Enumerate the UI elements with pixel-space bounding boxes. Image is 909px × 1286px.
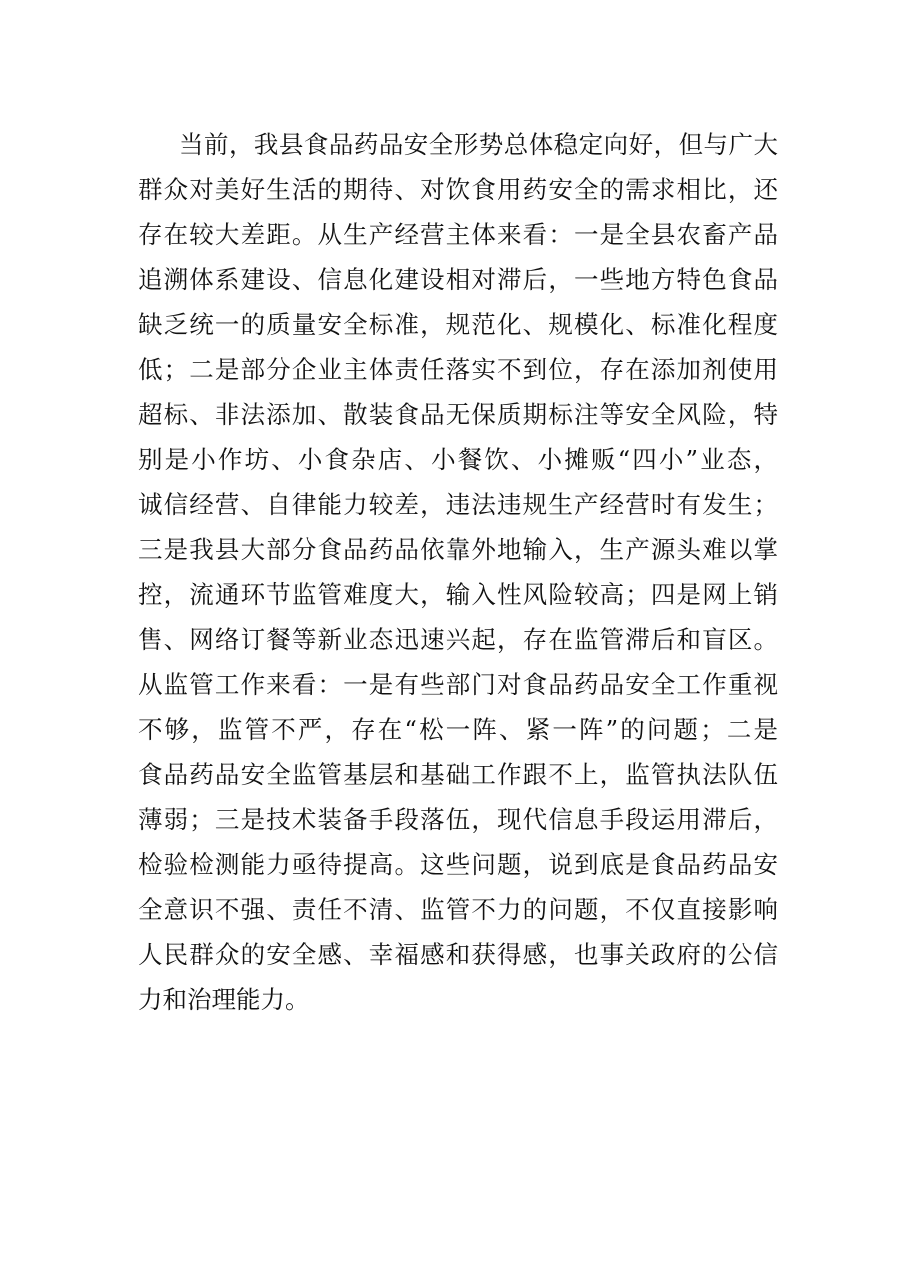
paragraph-line-11: 控，流通环节监管难度大，输入性风险较高；四是网上销 (138, 580, 778, 609)
paragraph-line-15: 食品药品安全监管基层和基础工作跟不上，监管执法队伍 (138, 760, 778, 789)
paragraph-line-17: 检验检测能力亟待提高。这些问题，说到底是食品药品安 (138, 850, 778, 879)
paragraph-line-9: 诚信经营、自律能力较差，违法违规生产经营时有发生； (138, 490, 778, 519)
paragraph-line-1: 当前，我县食品药品安全形势总体稳定向好，但与广大 (179, 130, 778, 159)
paragraph-line-18: 全意识不强、责任不清、监管不力的问题，不仅直接影响 (138, 895, 778, 924)
paragraph-line-13: 从监管工作来看：一是有些部门对食品药品安全工作重视 (138, 670, 778, 699)
paragraph-line-7: 超标、非法添加、散装食品无保质期标注等安全风险，特 (138, 400, 778, 429)
paragraph-line-5: 缺乏统一的质量安全标准，规范化、规模化、标准化程度 (138, 310, 778, 339)
paragraph-line-14: 不够，监管不严，存在“松一阵、紧一阵”的问题；二是 (138, 715, 778, 744)
paragraph-line-8: 别是小作坊、小食杂店、小餐饮、小摊贩“四小”业态， (138, 445, 778, 474)
paragraph-line-12: 售、网络订餐等新业态迅速兴起，存在监管滞后和盲区。 (138, 625, 778, 654)
paragraph-line-16: 薄弱；三是技术装备手段落伍，现代信息手段运用滞后， (138, 805, 778, 834)
paragraph-line-10: 三是我县大部分食品药品依靠外地输入，生产源头难以掌 (138, 535, 778, 564)
paragraph-line-2: 群众对美好生活的期待、对饮食用药安全的需求相比，还 (138, 175, 778, 204)
body-paragraph (138, 122, 778, 1022)
paragraph-line-6: 低；二是部分企业主体责任落实不到位，存在添加剂使用 (138, 355, 778, 384)
paragraph-line-19: 人民群众的安全感、幸福感和获得感，也事关政府的公信 (138, 940, 778, 969)
paragraph-line-20: 力和治理能力。 (138, 985, 310, 1014)
paragraph-line-3: 存在较大差距。从生产经营主体来看：一是全县农畜产品 (138, 220, 778, 249)
paragraph-line-4: 追溯体系建设、信息化建设相对滞后，一些地方特色食品 (138, 265, 778, 294)
